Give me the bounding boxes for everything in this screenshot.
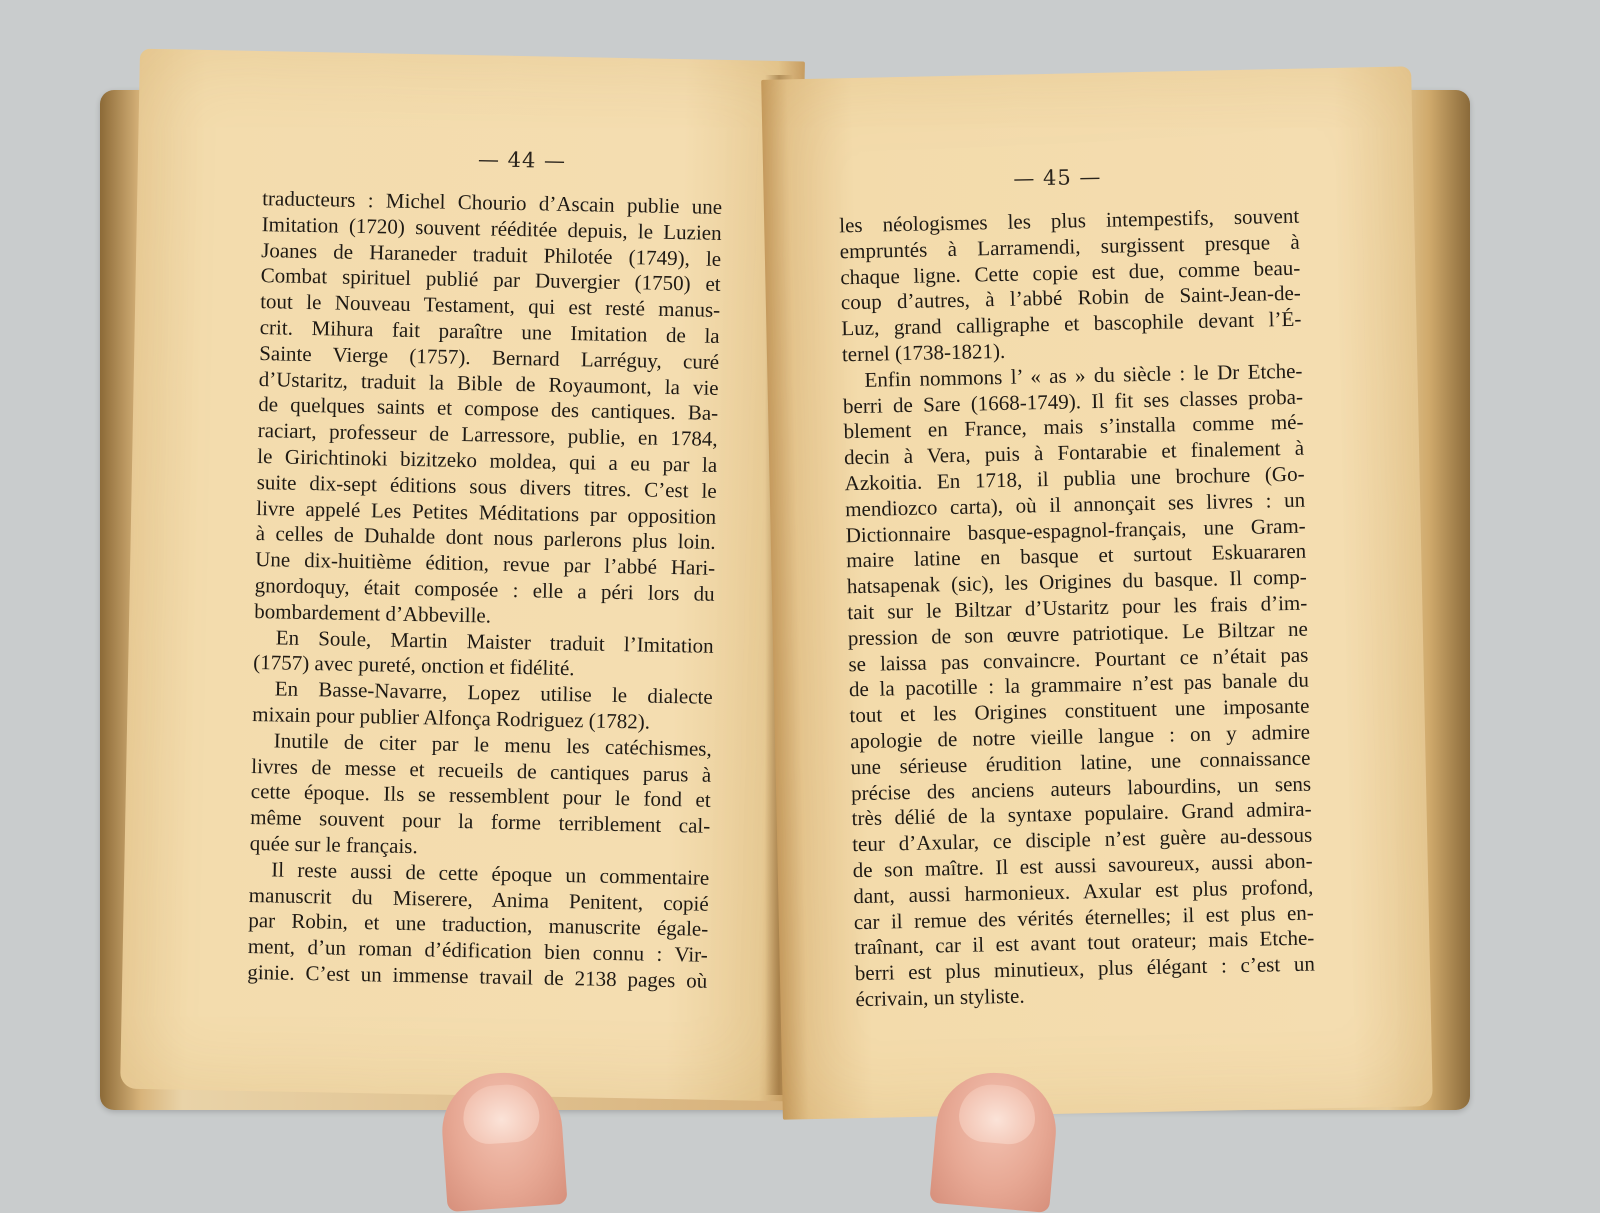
- text-line: empruntés à Larramendi, surgissent presque à: [839, 229, 1300, 264]
- text-line: (1757) avec pureté, onction et fidélité.: [253, 650, 575, 681]
- text-line: à celles de Duhalde dont nous parlerons plus loin.: [255, 521, 716, 555]
- left-page-text: [247, 186, 722, 994]
- text-line: quée sur le français.: [249, 830, 418, 859]
- text-line: Enfin nommons l’ « as » du siècle : le Dr Etche-: [864, 358, 1303, 392]
- text-line: mendiozco carta), où il annonçait ses livres : un: [844, 487, 1306, 522]
- text-line: Dictionnaire basque-espagnol-français, une Gram-: [845, 513, 1306, 547]
- text-line: berri est plus minutieux, plus élégant : c’est un: [854, 951, 1316, 986]
- text-line: bombardement d’Abbeville.: [254, 598, 492, 628]
- text-line: les néologismes les plus intempestifs, souvent: [838, 203, 1300, 238]
- text-line: le Girichtinoki bizitzeko moldea, qui a eu par la: [257, 444, 718, 477]
- text-line: manuscrit du Miserere, Anima Penitent, copié: [248, 882, 709, 916]
- text-line: mixain pour publier Alfonça Rodriguez (1782).: [252, 701, 651, 734]
- text-line: car il remue des vérités éternelles; il est plus en-: [853, 900, 1314, 934]
- text-line: écrivain, un styliste.: [855, 983, 1025, 1012]
- text-line: même souvent pour la forme terriblement cal-: [250, 805, 711, 838]
- right-page: [761, 66, 1433, 1119]
- text-line: Joanes de Haraneder traduit Philotée (1749), le: [260, 237, 722, 271]
- text-line: traducteurs : Michel Chourio d’Ascain publie une: [261, 186, 723, 219]
- text-line: Sainte Vierge (1757). Bernard Larréguy, curé: [258, 340, 720, 374]
- text-line: très délié de la syntaxe populaire. Grand admira-: [851, 796, 1312, 831]
- text-line: hatsapenak (sic), les Origines du basque. Il comp-: [846, 564, 1307, 599]
- text-line: livre appelé Les Petites Méditations par opposition: [256, 495, 717, 529]
- text-line: Combat spirituel publié par Duvergier (1750) et: [260, 263, 721, 297]
- text-line: Inutile de citer par le menu les catéchismes,: [273, 728, 712, 761]
- right-thumbnail: [957, 1082, 1038, 1146]
- text-line: dant, aussi harmonieux. Axular est plus profond,: [853, 874, 1314, 908]
- text-line: blement en France, mais s’installa comme mé-: [843, 410, 1304, 444]
- page-number-right: — 45 —: [1013, 164, 1102, 191]
- text-line: ternel (1738-1821).: [841, 338, 1006, 367]
- left-page: [120, 49, 805, 1102]
- text-line: tait sur le Biltzar d’Ustaritz pour les frais d’im-: [847, 590, 1308, 625]
- text-line: tout le Nouveau Testament, qui est resté manus-: [259, 289, 721, 323]
- text-line: apologie de notre vieille langue : on y admire: [849, 719, 1311, 754]
- text-line: gnordoquy, était composée : elle a péri lors du: [254, 572, 715, 606]
- text-line: Il reste aussi de cette époque un commentaire: [271, 857, 710, 890]
- text-line: tout et les Origines constituent une imposante: [849, 693, 1310, 728]
- text-line: Azkoitia. En 1718, il publia une brochure (Go-: [844, 461, 1305, 496]
- text-line: raciart, professeur de Larressore, publie, en 1784,: [257, 418, 718, 452]
- text-line: coup d’autres, à l’abbé Robin de Saint-Jean-de-: [840, 281, 1302, 315]
- text-line: de son maître. Il est aussi savoureux, aussi abon-: [852, 848, 1313, 883]
- text-line: de quelques saints et compose des cantiques. Ba-: [258, 392, 719, 426]
- text-line: crit. Mihura fait paraître une Imitation de la: [259, 315, 720, 348]
- text-line: cette époque. Ils se ressemblent pour le fond et: [250, 779, 711, 813]
- page-number-left: — 44 —: [477, 147, 567, 173]
- text-line: Imitation (1720) souvent rééditée depuis, le Luzien: [261, 211, 722, 245]
- text-line: En Soule, Martin Maister traduit l’Imitation: [275, 624, 714, 658]
- text-line: En Basse-Navarre, Lopez utilise le dialecte: [274, 676, 713, 709]
- left-thumbnail: [461, 1082, 541, 1145]
- text-line: traînant, car il est avant tout orateur; mais Etche-: [854, 925, 1315, 960]
- text-line: chaque ligne. Cette copie est due, comme beau-: [840, 255, 1301, 289]
- text-line: se laissa pas convaincre. Pourtant ce n’était pas: [848, 642, 1309, 676]
- text-line: ginie. C’est un immense travail de 2138 pages où: [247, 959, 708, 993]
- text-line: Une dix-huitième édition, revue par l’abbé Hari-: [255, 547, 716, 581]
- text-line: de la pacotille : la grammaire n’est pas banale du: [848, 667, 1310, 702]
- right-page-text: [839, 204, 1316, 1013]
- text-line: teur d’Axular, ce disciple n’est guère au-dessous: [851, 822, 1313, 857]
- text-line: pression de son œuvre patriotique. Le Biltzar ne: [847, 616, 1309, 650]
- text-line: decin à Vera, puis à Fontarabie et finalement à: [843, 435, 1305, 470]
- text-line: Luz, grand calligraphe et bascophile devant l’É-: [841, 306, 1302, 341]
- text-line: suite dix-sept éditions sous divers titres. C’est le: [256, 469, 717, 503]
- text-line: par Robin, et une traduction, manuscrite égale-: [248, 908, 709, 942]
- open-book: [100, 55, 1470, 1130]
- text-line: précise des anciens auteurs labourdins, un sens: [850, 771, 1312, 805]
- text-line: une sérieuse érudition latine, une connaissance: [850, 745, 1311, 779]
- text-line: berri de Sare (1668-1749). Il fit ses classes proba-: [842, 384, 1304, 418]
- text-line: d’Ustaritz, traduit la Bible de Royaumont, la vie: [258, 366, 719, 400]
- text-line: ment, d’un roman d’édification bien connu : Vir-: [247, 934, 708, 967]
- text-line: livres de messe et recueils de cantiques parus à: [251, 753, 712, 787]
- text-line: maire latine en basque et surtout Eskuararen: [846, 538, 1307, 573]
